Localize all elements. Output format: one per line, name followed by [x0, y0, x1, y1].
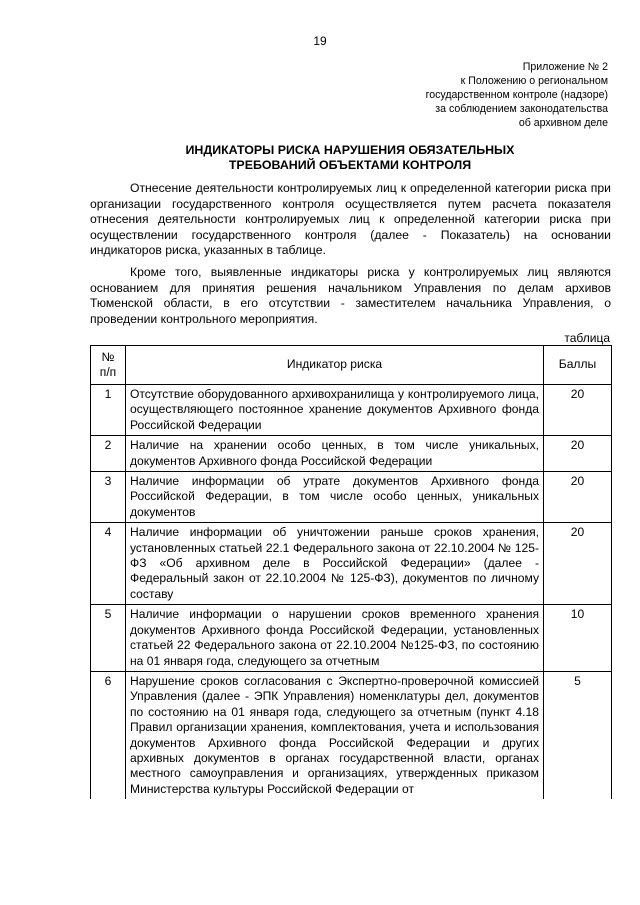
row-num: 3 [91, 472, 126, 523]
risk-indicators-table [90, 345, 612, 799]
table-row [91, 605, 612, 672]
row-indicator: Наличие информации об уничтожении раньше сроков хранения, установленных статьей 22.1 Федерального закона от 22.10.2004 № 125-ФЗ «Об архивном деле в Российской Федерации» (далее - Федеральный закон от 22.10.2004 № 125-ФЗ), документов по личному составу [126, 523, 544, 605]
header-num: № п/п [91, 346, 126, 385]
table-row [91, 671, 612, 799]
row-num: 2 [91, 436, 126, 472]
table-row [91, 523, 612, 605]
paragraph-2 [90, 265, 611, 327]
row-indicator: Наличие на хранении особо ценных, в том числе уникальных, документов Архивного фонда Российской Федерации [126, 436, 544, 472]
appendix-reference [348, 60, 608, 130]
table-row [91, 385, 612, 436]
row-points: 20 [544, 523, 612, 605]
title-line-1: ИНДИКАТОРЫ РИСКА НАРУШЕНИЯ ОБЯЗАТЕЛЬНЫХ [185, 143, 515, 157]
row-num: 1 [91, 385, 126, 436]
table-header-row [91, 346, 612, 385]
paragraph-text: Отнесение деятельности контролируемых лиц к определенной категории риска при организации государственного контроля осуществляется путем расчета показателя отнесения деятельности контролируемых лиц к определенной категории риска при осуществлении государственного контроля (далее - Показатель) на основании индикаторов риска, указанных в таблице. [90, 181, 611, 257]
row-num: 6 [91, 671, 126, 799]
page-number: 19 [313, 34, 327, 48]
row-num: 5 [91, 605, 126, 672]
row-indicator: Наличие информации о нарушении сроков временного хранения документов Архивного фонда Российской Федерации, установленных статьей 22 Федерального закона от 22.10.2004 №125-ФЗ, по состоянию на 01 января года, следующего за отчетным [126, 605, 544, 672]
table-caption: таблица [564, 331, 610, 345]
header-points: Баллы [544, 346, 612, 385]
row-points: 20 [544, 436, 612, 472]
table-row [91, 436, 612, 472]
appendix-line: об архивном деле [518, 117, 608, 129]
table-row [91, 472, 612, 523]
title-line-2: ТРЕБОВАНИЙ ОБЪЕКТАМИ КОНТРОЛЯ [228, 158, 472, 172]
paragraph-1 [90, 181, 611, 259]
appendix-line: к Положению о региональном [460, 75, 608, 87]
document-title [90, 143, 610, 173]
row-points: 10 [544, 605, 612, 672]
header-indicator: Индикатор риска [126, 346, 544, 385]
appendix-line: Приложение № 2 [522, 61, 608, 73]
row-points: 20 [544, 385, 612, 436]
row-indicator: Отсутствие оборудованного архивохранилища у контролируемого лица, осуществляющего постоянное хранение документов Архивного фонда Российской Федерации [126, 385, 544, 436]
row-points: 20 [544, 472, 612, 523]
row-indicator: Нарушение сроков согласования с Экспертно-проверочной комиссией Управления (далее - ЭПК Управления) номенклатуры дел, документов по состоянию на 01 января года, следующего за отчетным (пункт 4.18 Правил организации хранения, комплектования, учета и использования документов Архивного фонда Российской Федерации и других архивных документов в органах государственной власти, органах местного самоуправления и организациях, утвержденных приказом Министерства культуры Российской Федерации от [126, 671, 544, 799]
row-indicator: Наличие информации об утрате документов Архивного фонда Российской Федерации, в том числе особо ценных, уникальных документов [126, 472, 544, 523]
appendix-line: государственном контроле (надзоре) [425, 89, 608, 101]
row-points: 5 [544, 671, 612, 799]
paragraph-text: Кроме того, выявленные индикаторы риска у контролируемых лиц являются основанием для принятия решения начальником Управления по делам архивов Тюменской области, в его отсутствии - заместителем начальника Управления, о проведении контрольного мероприятия. [90, 265, 611, 326]
row-num: 4 [91, 523, 126, 605]
appendix-line: за соблюдением законодательства [435, 103, 608, 115]
